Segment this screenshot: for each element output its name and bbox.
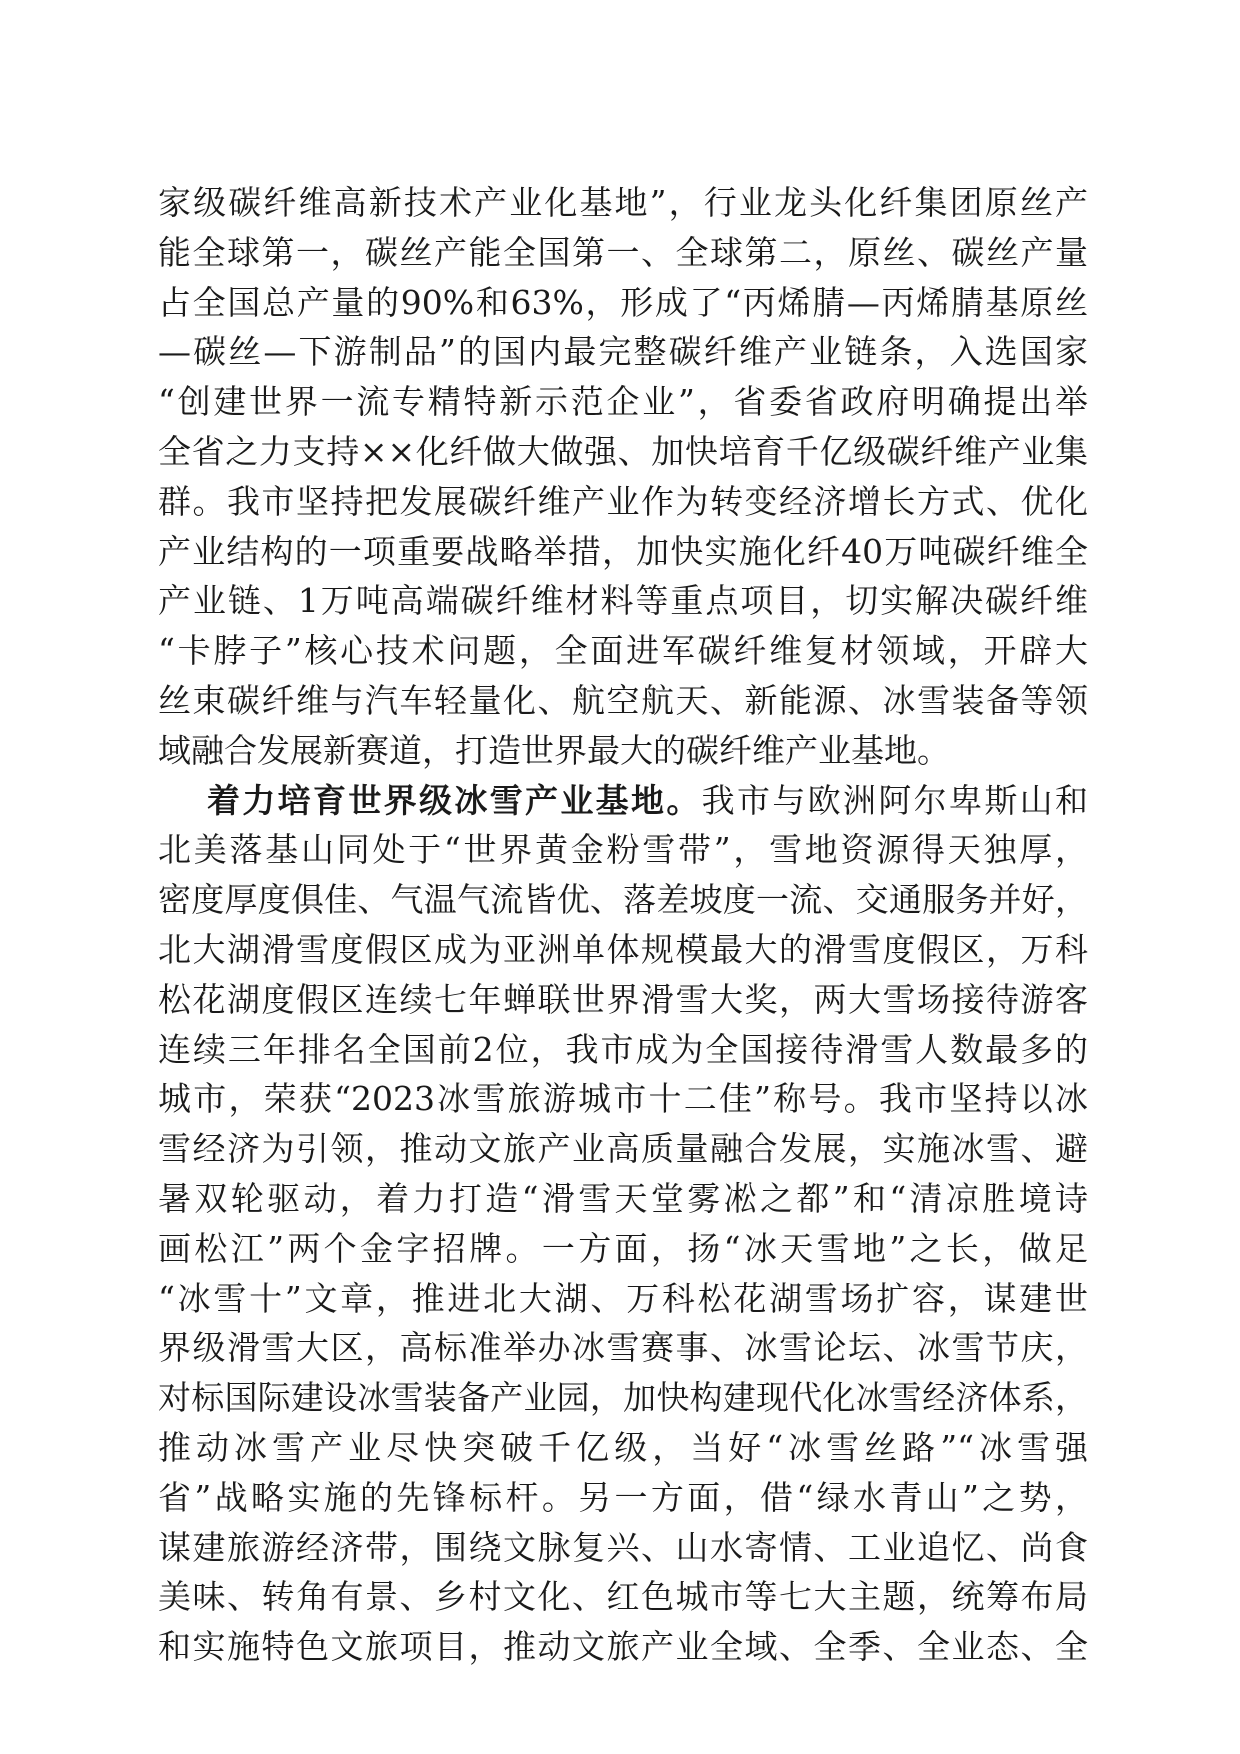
text-line: —碳丝—下游制品”的国内最完整碳纤维产业链条，入选国家 [158,332,1088,372]
text-line: 北美落基山同处于“世界黄金粉雪带”，雪地资源得天独厚， [158,830,1088,870]
text-line: 域融合发展新赛道，打造世界最大的碳纤维产业基地。 [158,730,950,770]
paragraph-carbon-fiber [158,178,1088,776]
text-line: 对标国际建设冰雪装备产业园，加快构建现代化冰雪经济体系， [158,1378,1088,1418]
text-line: 城市，荣获“2023冰雪旅游城市十二佳”称号。我市坚持以冰 [158,1079,1088,1119]
text-line: 产业链、1万吨高端碳纤维材料等重点项目，切实解决碳纤维 [158,581,1088,621]
document-body [158,178,1088,1672]
text-line: 产业结构的一项重要战略举措，加快实施化纤40万吨碳纤维全 [158,531,1088,571]
text-line: 北大湖滑雪度假区成为亚洲单体规模最大的滑雪度假区，万科 [158,929,1088,969]
text-line: 暑双轮驱动，着力打造“滑雪天堂雾凇之都”和“清凉胜境诗 [158,1178,1088,1218]
text-line: “创建世界一流专精特新示范企业”，省委省政府明确提出举 [158,382,1088,422]
text-line: 连续三年排名全国前2位，我市成为全国接待滑雪人数最多的 [158,1029,1088,1069]
text-line: 推动冰雪产业尽快突破千亿级，当好“冰雪丝路”“冰雪强 [158,1427,1088,1467]
text-line: 密度厚度俱佳、气温气流皆优、落差坡度一流、交通服务并好， [158,880,1088,920]
text-line: 占全国总产量的90%和63%，形成了“丙烯腈—丙烯腈基原丝 [158,282,1088,322]
text-line: 全省之力支持××化纤做大做强、加快培育千亿级碳纤维产业集 [158,431,1088,471]
text-line: 和实施特色文旅项目，推动文旅产业全域、全季、全业态、全 [158,1627,1088,1667]
text-line: 谋建旅游经济带，围绕文脉复兴、山水寄情、工业追忆、尚食 [158,1527,1088,1567]
section-heading: 着力培育世界级冰雪产业基地。 [207,780,702,820]
text-line: 省”战略实施的先锋标杆。另一方面，借“绿水青山”之势， [158,1477,1088,1517]
text-run: 我市与欧洲阿尔卑斯山和 [701,780,1088,820]
text-line: 群。我市坚持把发展碳纤维产业作为转变经济增长方式、优化 [158,481,1088,521]
text-line: 界级滑雪大区，高标准举办冰雪赛事、冰雪论坛、冰雪节庆， [158,1328,1088,1368]
text-line: “冰雪十”文章，推进北大湖、万科松花湖雪场扩容，谋建世 [158,1278,1088,1318]
paragraph-first-line [158,776,1088,826]
text-line: 画松江”两个金字招牌。一方面，扬“冰天雪地”之长，做足 [158,1228,1088,1268]
text-line: 能全球第一，碳丝产能全国第一、全球第二，原丝、碳丝产量 [158,232,1088,272]
paragraph-ice-snow [158,776,1088,1672]
text-line: 丝束碳纤维与汽车轻量化、航空航天、新能源、冰雪装备等领 [158,680,1088,720]
text-line: 雪经济为引领，推动文旅产业高质量融合发展，实施冰雪、避 [158,1129,1088,1169]
text-line: “卡脖子”核心技术问题，全面进军碳纤维复材领域，开辟大 [158,631,1088,671]
text-line: 家级碳纤维高新技术产业化基地”，行业龙头化纤集团原丝产 [158,183,1088,222]
text-line: 美味、转角有景、乡村文化、红色城市等七大主题，统筹布局 [158,1577,1088,1617]
text-line: 松花湖度假区连续七年蝉联世界滑雪大奖，两大雪场接待游客 [158,979,1088,1019]
